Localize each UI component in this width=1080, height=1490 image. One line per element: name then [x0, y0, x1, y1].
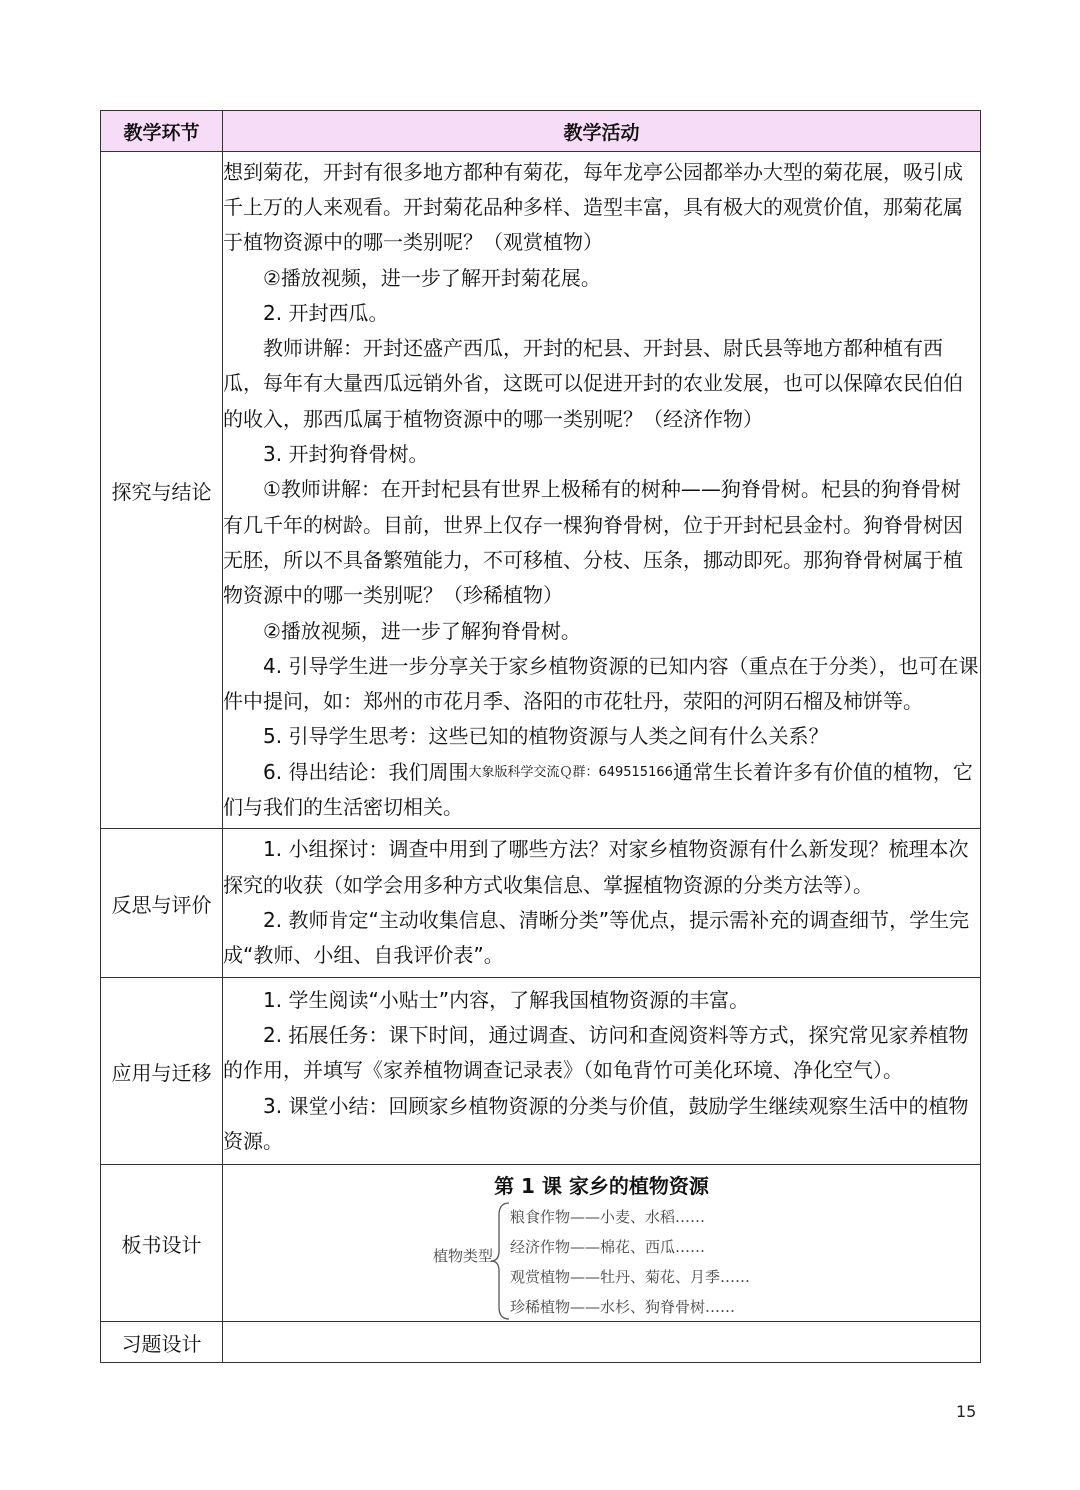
paragraph: 2. 开封西瓜。: [263, 300, 389, 325]
paragraph: 3. 开封狗脊骨树。: [263, 442, 429, 467]
paragraph: 2. 拓展任务：课下时间，通过调查、访问和查阅资料等方式，探究常见家养植物的作用，并填写《家养植物调查记录表》（如龟背竹可美化环境、净化空气）。: [223, 1023, 969, 1083]
exercise-row: [101, 1322, 981, 1363]
stage-cell: 板书设计: [101, 1165, 223, 1322]
category-item: 粮食作物——小麦、水稻……: [510, 1208, 706, 1226]
stage-cell: 探究与结论: [101, 152, 223, 829]
paragraph: 1. 学生阅读“小贴士”内容，了解我国植物资源的丰富。: [263, 987, 750, 1012]
paragraph: ①教师讲解：在开封杞县有世界上极稀有的树种——狗脊骨树。杞县的狗脊骨树有几千年的树龄。目前，世界上仅存一棵狗脊骨树，位于开封杞县金村。狗脊骨树因无胚，所以不具备繁殖能力，不可移植、分枝、压条，挪动即死。那狗脊骨树属于植物资源中的哪一类别呢？（珍稀植物）: [223, 477, 963, 608]
brace-icon: [489, 1201, 511, 1321]
conclusion-text-start: 6. 得出结论：我们周围: [263, 759, 469, 784]
conclusion-paragraph: [223, 755, 980, 826]
category-list: [510, 1202, 750, 1322]
board-title: 第 1 课 家乡的植物资源: [494, 1174, 709, 1198]
activity-cell: [223, 978, 981, 1165]
stage-cell: 反思与评价: [101, 829, 223, 978]
board-design: [223, 1165, 980, 1321]
table-header-row: [101, 111, 981, 152]
paragraph: 1. 小组探讨：调查中用到了哪些方法？对家乡植物资源有什么新发现？梳理本次探究的收获（如学会用多种方式收集信息、掌握植物资源的分类方法等）。: [223, 837, 969, 897]
table-row: [101, 152, 981, 829]
stage-cell: 习题设计: [101, 1322, 223, 1363]
paragraph: 3. 课堂小结：回顾家乡植物资源的分类与价值，鼓励学生继续观察生活中的植物资源。: [223, 1093, 969, 1153]
activity-cell: [223, 829, 981, 978]
board-design-cell: [223, 1165, 981, 1322]
paragraph: ②播放视频，进一步了解狗脊骨树。: [263, 618, 581, 643]
header-stage: 教学环节: [101, 111, 223, 152]
board-design-row: [101, 1165, 981, 1322]
paragraph: 4. 引导学生进一步分享关于家乡植物资源的已知内容（重点在于分类），也可在课件中提问，如：郑州的市花月季、洛阳的市花牡丹，荥阳的河阴石榴及柿饼等。: [223, 653, 979, 714]
conclusion-text-end: 通常生长着许多有价值的植物，它们与我们的生活密切相关。: [223, 759, 973, 820]
paragraph: 2. 教师肯定“主动收集信息、清晰分类”等优点，提示需补充的调查细节，学生完成“教师、小组、自我评价表”。: [223, 908, 970, 968]
category-item: 观赏植物——牡丹、菊花、月季……: [510, 1268, 751, 1286]
category-label: 植物类型: [433, 1247, 494, 1265]
paragraph: 5. 引导学生思考：这些已知的植物资源与人类之间有什么关系？: [263, 724, 829, 749]
exercise-cell: [223, 1322, 981, 1363]
paragraph: 想到菊花，开封有很多地方都种有菊花，每年龙亭公园都举办大型的菊花展，吸引成千上万的人来观看。开封菊花品种多样、造型丰富，具有极大的观赏价值，那菊花属于植物资源中的哪一类别呢？（观赏植物）: [223, 159, 963, 255]
category-item: 经济作物——棉花、西瓜……: [510, 1238, 706, 1256]
header-activity: 教学活动: [223, 111, 981, 152]
table-row: [101, 829, 981, 978]
lesson-plan-table: [100, 110, 981, 1363]
category-item: 珍稀植物——水杉、狗脊骨树……: [510, 1298, 736, 1316]
paragraph: ②播放视频，进一步了解开封菊花展。: [263, 265, 601, 290]
activity-cell: [223, 152, 981, 829]
page-number: 15: [956, 1402, 977, 1421]
table-row: [101, 978, 981, 1165]
stage-cell: 应用与迁移: [101, 978, 223, 1165]
paragraph: 教师讲解：开封还盛产西瓜，开封的杞县、开封县、尉氏县等地方都种植有西瓜，每年有大量西瓜远销外省，这既可以促进开封的农业发展，也可以保障农民伯伯的收入，那西瓜属于植物资源中的哪一类别呢？（经济作物）: [223, 336, 963, 431]
watermark-text: 大象版科学交流Ｑ群：649515166: [468, 764, 673, 780]
